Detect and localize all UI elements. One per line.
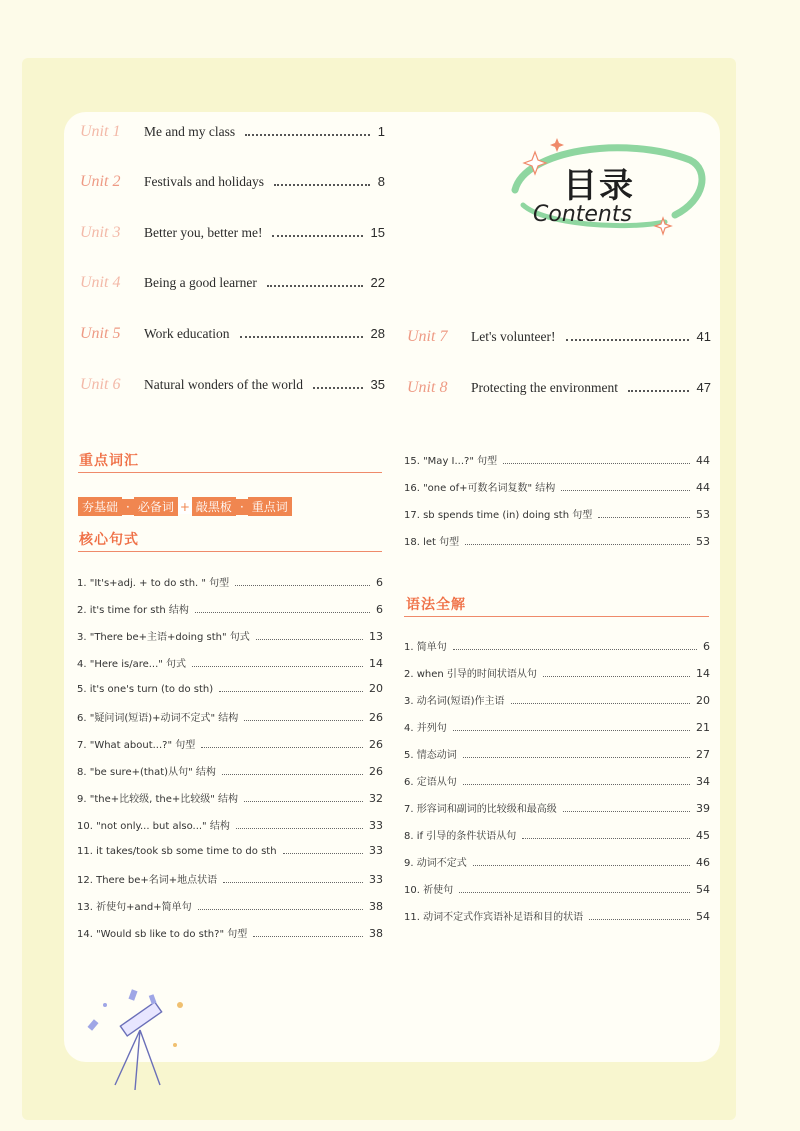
unit-entry-4[interactable]	[80, 274, 385, 292]
unit-page: 15	[370, 225, 385, 240]
toc-entry[interactable]	[404, 827, 710, 842]
banner-part: 必备词	[134, 497, 178, 516]
unit-entry-6[interactable]	[80, 376, 385, 394]
entry-page: 26	[369, 738, 383, 751]
toc-entry[interactable]	[404, 908, 710, 923]
leader-dots	[198, 909, 363, 910]
leader-dots	[628, 390, 689, 392]
entry-title: 11. 动词不定式作宾语补足语和目的状语	[404, 912, 584, 923]
entry-title: 12. There be+名词+地点状语	[77, 875, 218, 886]
section-divider	[404, 616, 709, 617]
leader-dots	[465, 544, 690, 545]
entry-page: 38	[369, 927, 383, 940]
logo-title: 目录	[563, 166, 635, 206]
toc-entry[interactable]	[404, 773, 710, 788]
unit-title: Natural wonders of the world	[144, 377, 303, 392]
leader-dots	[253, 936, 363, 937]
leader-dots	[463, 784, 690, 785]
toc-entry[interactable]	[77, 844, 383, 857]
entry-title: 6. 定语从句	[404, 777, 457, 788]
unit-label: Unit 7	[407, 328, 448, 345]
entry-page: 6	[376, 576, 383, 589]
entry-page: 53	[696, 508, 710, 521]
toc-entry[interactable]	[77, 628, 383, 643]
section-divider	[78, 551, 382, 552]
toc-entry[interactable]	[77, 655, 383, 670]
toc-entry[interactable]	[404, 719, 710, 734]
leader-dots	[598, 517, 690, 518]
toc-entry[interactable]	[77, 790, 383, 805]
entry-title: 14. "Would sb like to do sth?" 句型	[77, 929, 248, 940]
entry-title: 2. it's time for sth 结构	[77, 605, 189, 616]
entry-page: 6	[376, 603, 383, 616]
entry-page: 44	[696, 481, 710, 494]
entry-page: 54	[696, 883, 710, 896]
vocab-section-title: 重点词汇	[79, 453, 139, 469]
leader-dots	[589, 919, 690, 920]
toc-entry[interactable]	[77, 709, 383, 724]
entry-title: 8. "be sure+(that)从句" 结构	[77, 767, 216, 778]
entry-title: 4. 并列句	[404, 723, 447, 734]
unit-entry-2[interactable]	[80, 173, 385, 191]
entry-page: 33	[369, 844, 383, 857]
entry-page: 20	[369, 682, 383, 695]
leader-dots	[566, 339, 689, 341]
entry-title: 10. 祈使句	[404, 885, 454, 896]
contents-logo	[505, 130, 715, 240]
entry-title: 18. let 句型	[404, 537, 460, 548]
entry-page: 33	[369, 873, 383, 886]
entry-page: 44	[696, 454, 710, 467]
unit-title: Being a good learner	[144, 275, 257, 290]
banner-part: ·	[122, 499, 134, 515]
unit-entry-1[interactable]	[80, 123, 385, 141]
leader-dots	[283, 853, 363, 854]
leader-dots	[511, 703, 690, 704]
entry-page: 38	[369, 900, 383, 913]
banner-part: 敲黑板	[192, 497, 236, 516]
leader-dots	[274, 184, 370, 186]
unit-entry-8[interactable]	[407, 379, 711, 397]
unit-title: Let's volunteer!	[471, 329, 556, 344]
entry-title: 9. 动词不定式	[404, 858, 467, 869]
entry-page: 33	[369, 819, 383, 832]
entry-title: 6. "疑问词(短语)+动词不定式" 结构	[77, 713, 239, 724]
leader-dots	[222, 774, 363, 775]
entry-title: 9. "the+比较级, the+比较级" 结构	[77, 794, 239, 805]
toc-entry[interactable]	[404, 800, 710, 815]
leader-dots	[195, 612, 370, 613]
toc-entry[interactable]	[404, 854, 710, 869]
leader-dots	[313, 387, 363, 389]
entry-title: 4. "Here is/are..." 句式	[77, 659, 187, 670]
entry-page: 21	[696, 721, 710, 734]
entry-page: 26	[369, 711, 383, 724]
leader-dots	[223, 882, 363, 883]
unit-page: 1	[377, 124, 385, 139]
entry-page: 32	[369, 792, 383, 805]
entry-title: 3. "There be+主语+doing sth" 句式	[77, 632, 250, 643]
unit-title: Better you, better me!	[144, 225, 263, 240]
banner-part: 夯基础	[78, 497, 122, 516]
unit-entry-3[interactable]	[80, 224, 385, 242]
leader-dots	[201, 747, 363, 748]
grammar-section-title: 语法全解	[406, 597, 466, 613]
toc-entry[interactable]	[77, 817, 383, 832]
entry-title: 13. 祈使句+and+简单句	[77, 902, 192, 913]
leader-dots	[463, 757, 690, 758]
toc-entry[interactable]	[404, 746, 710, 761]
vocab-banner[interactable]	[78, 497, 292, 516]
leader-dots	[453, 730, 690, 731]
toc-entry[interactable]	[404, 638, 710, 653]
entry-title: 7. "What about...?" 句型	[77, 740, 196, 751]
unit-title: Work education	[144, 326, 230, 341]
entry-page: 13	[369, 630, 383, 643]
entry-page: 39	[696, 802, 710, 815]
entry-title: 15. "May I...?" 句型	[404, 456, 498, 467]
entry-page: 14	[696, 667, 710, 680]
entry-title: 5. 情态动词	[404, 750, 457, 761]
unit-title: Festivals and holidays	[144, 174, 264, 189]
unit-entry-5[interactable]	[80, 325, 385, 343]
leader-dots	[473, 865, 690, 866]
unit-title: Me and my class	[144, 124, 236, 139]
leader-dots	[236, 828, 363, 829]
leader-dots	[543, 676, 690, 677]
unit-label: Unit 8	[407, 379, 448, 396]
unit-label: Unit 5	[80, 325, 121, 342]
leader-dots	[453, 649, 697, 650]
unit-page: 22	[370, 275, 385, 290]
entry-page: 53	[696, 535, 710, 548]
toc-entry[interactable]	[77, 682, 383, 695]
unit-label: Unit 6	[80, 376, 121, 393]
unit-title: Protecting the environment	[471, 380, 618, 395]
leader-dots	[503, 463, 690, 464]
toc-entry[interactable]	[77, 871, 383, 886]
entry-page: 26	[369, 765, 383, 778]
entry-page: 54	[696, 910, 710, 923]
entry-title: 8. if 引导的条件状语从句	[404, 831, 517, 842]
leader-dots	[240, 336, 363, 338]
entry-page: 20	[696, 694, 710, 707]
unit-page: 47	[696, 380, 711, 395]
unit-page: 28	[370, 326, 385, 341]
leader-dots	[267, 285, 363, 287]
toc-entry[interactable]	[77, 574, 383, 589]
entry-page: 34	[696, 775, 710, 788]
unit-label: Unit 1	[80, 123, 121, 140]
banner-part: 重点词	[248, 497, 292, 516]
toc-entry[interactable]	[404, 692, 710, 707]
unit-label: Unit 2	[80, 173, 121, 190]
entry-title: 5. it's one's turn (to do sth)	[77, 684, 214, 695]
unit-entry-7[interactable]	[407, 328, 711, 346]
toc-entry[interactable]	[77, 925, 383, 940]
banner-part: ·	[236, 499, 248, 515]
unit-label: Unit 3	[80, 224, 121, 241]
entry-title: 16. "one of+可数名词复数" 结构	[404, 483, 556, 494]
entry-title: 2. when 引导的时间状语从句	[404, 669, 537, 680]
section-divider	[78, 472, 382, 473]
toc-entry[interactable]	[404, 506, 710, 521]
logo-subtitle: Contents	[533, 202, 632, 227]
leader-dots	[245, 134, 370, 136]
banner-part: +	[179, 499, 190, 514]
entry-page: 46	[696, 856, 710, 869]
leader-dots	[522, 838, 690, 839]
leader-dots	[563, 811, 690, 812]
entry-title: 1. "It's+adj. + to do sth. " 句型	[77, 578, 230, 589]
entry-title: 10. "not only... but also..." 结构	[77, 821, 230, 832]
unit-page: 8	[377, 174, 385, 189]
entry-title: 1. 简单句	[404, 642, 447, 653]
toc-entry[interactable]	[404, 452, 710, 467]
leader-dots	[256, 639, 363, 640]
toc-entry[interactable]	[404, 665, 710, 680]
toc-entry[interactable]	[77, 898, 383, 913]
entry-page: 14	[369, 657, 383, 670]
unit-page: 41	[696, 329, 711, 344]
toc-entry[interactable]	[77, 601, 383, 616]
toc-entry[interactable]	[404, 533, 710, 548]
leader-dots	[272, 235, 362, 237]
entry-page: 6	[703, 640, 710, 653]
entry-title: 17. sb spends time (in) doing sth 句型	[404, 510, 593, 521]
entry-page: 45	[696, 829, 710, 842]
toc-entry[interactable]	[404, 479, 710, 494]
toc-entry[interactable]	[77, 763, 383, 778]
leader-dots	[244, 720, 363, 721]
toc-entry[interactable]	[404, 881, 710, 896]
leader-dots	[192, 666, 363, 667]
leader-dots	[561, 490, 690, 491]
unit-page: 35	[370, 377, 385, 392]
unit-label: Unit 4	[80, 274, 121, 291]
leader-dots	[244, 801, 363, 802]
leader-dots	[219, 691, 363, 692]
telescope-illustration	[80, 985, 200, 1095]
leader-dots	[459, 892, 690, 893]
entry-page: 27	[696, 748, 710, 761]
entry-title: 7. 形容词和副词的比较级和最高级	[404, 804, 557, 815]
leader-dots	[235, 585, 370, 586]
entry-title: 3. 动名词(短语)作主语	[404, 696, 505, 707]
toc-entry[interactable]	[77, 736, 383, 751]
sentences-section-title: 核心句式	[79, 532, 139, 548]
entry-title: 11. it takes/took sb some time to do sth	[77, 846, 277, 857]
